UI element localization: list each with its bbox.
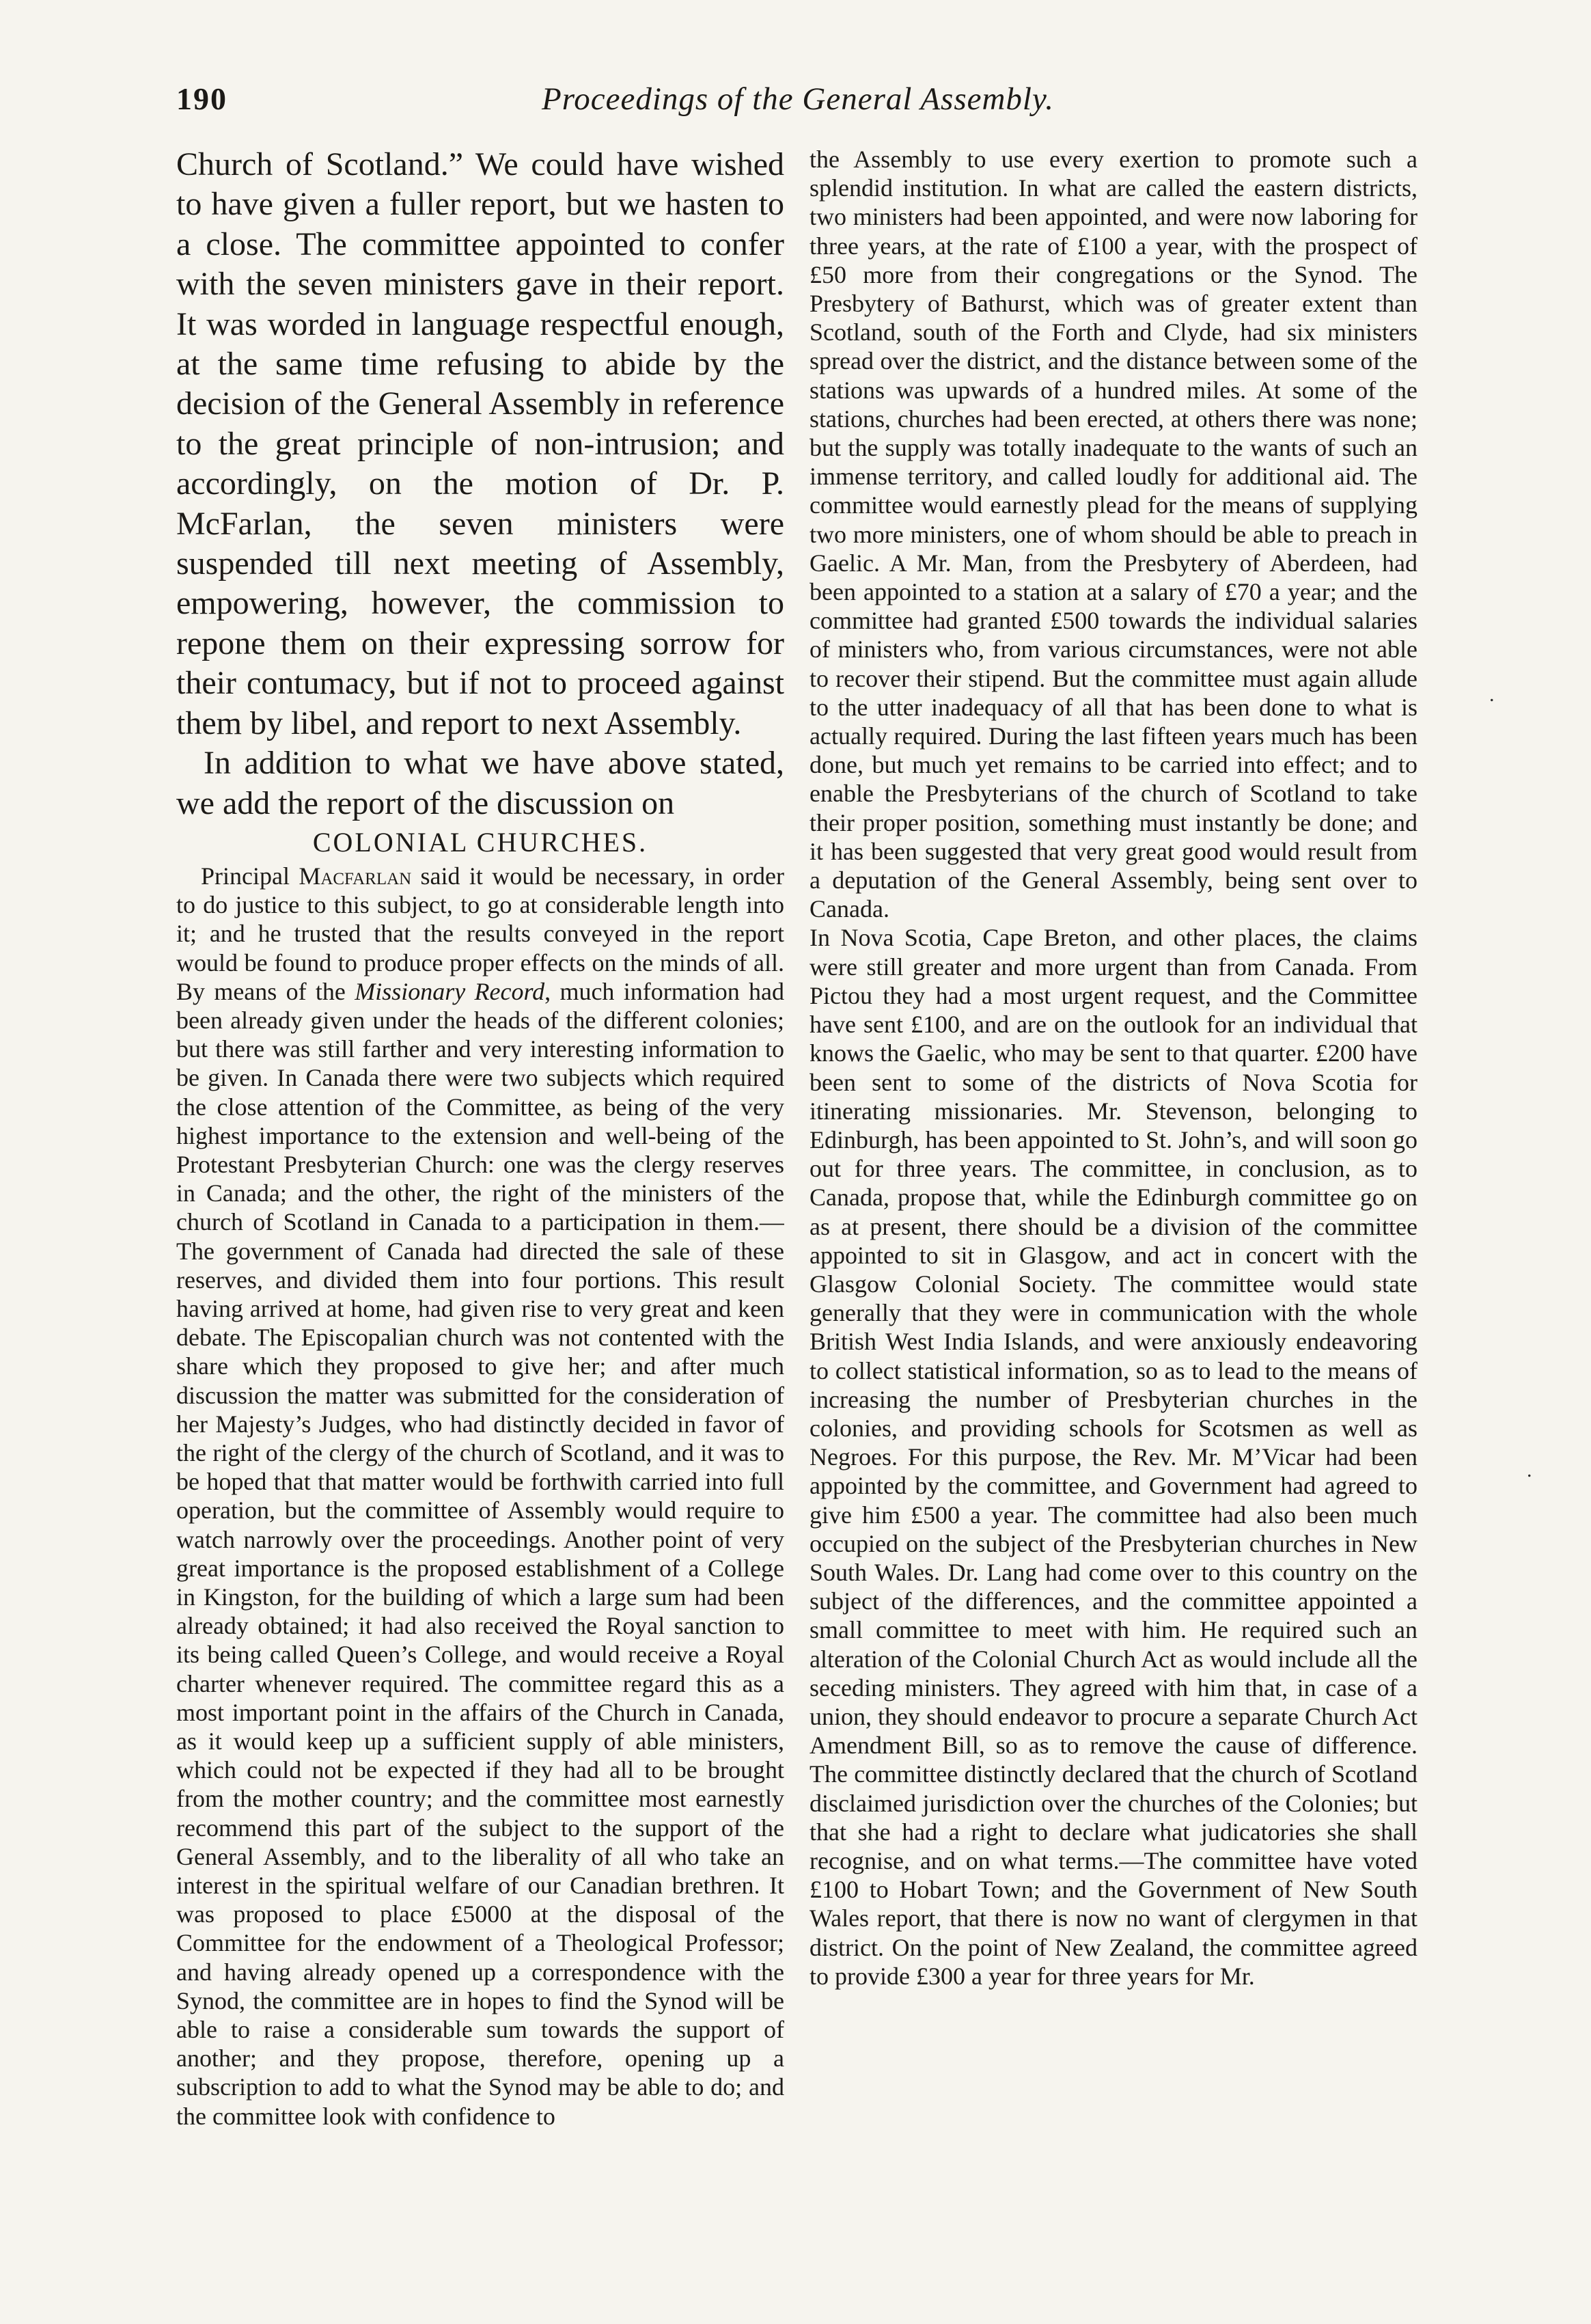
speaker-name: Macfarlan: [299, 862, 412, 890]
publication-title: Missionary Record: [355, 977, 545, 1005]
running-head: Proceedings of the General Assembly.: [542, 81, 1054, 117]
lead-paragraph: Church of Scotland.” We could have wished to have given a fuller report, but we hasten to a close. The committee appointed to confer with the seven ministers gave in their report. It was worded in language respectful enough, at the same time refusing to abide by the decision of the General Assembly in reference to the great principle of non-intrusion; and accordingly, on the motion of Dr. P. McFarlan, the seven ministers were suspended till next meeting of Assembly, empowering, however, the commission to repone them on their expressing sorrow for their contumacy, but if not to proceed against them by libel, and report to next Assembly.: [176, 146, 784, 741]
lead-paragraph-intro: In addition to what we have above stated, we add the report of the discussion on: [176, 745, 784, 821]
body-paragraph-nova-scotia: In Nova Scotia, Cape Breton, and other places, the claims were still greater and more urgent than from Canada. From Pictou they had a most urgent request, and the Committee have sent £100, and are on the outlook for an individual that knows the Gaelic, who may be sent to that quarter. £200 have been sent to some of the districts of Nova Scotia for itinerating missionaries. Mr. Stevenson, belonging to Edinburgh, has been appointed to St. John’s, and will soon go out for three years. The committee, in conclusion, as to Canada, propose that, while the Edinburgh committee go on as at present, there should be a division of the committee appointed to sit in Glasgow, and act in concert with the Glasgow Colonial Society. The committee would state generally that they were in communication with the whole British West India Islands, and were anxiously endeavoring to collect statistical information, so as to lead to the means of increasing the number of Presbyterian churches in the colonies, and providing schools for Scotsmen as well as Negroes. For this purpose, the Rev. Mr. M’Vicar had been appointed by the committee, and Government had agreed to give him £500 a year. The committee had also been much occupied on the subject of the Presbyterian churches in New South Wales. Dr. Lang had come over to this country on the subject of the differences, and the committee appointed a small committee to meet with him. He required such an alteration of the Colonial Church Act as would include all the seceding ministers. They agreed with him that, in case of a union, they should endeavor to procure a separate Church Act Amendment Bill, so as to remove the cause of difference. The committee distinctly declared that the church of Scotland disclaimed jurisdiction over the churches of the Colonies; but that she had a right to declare what judicatories she shall recognise, and on what terms.—The committee have voted £100 to Hobart Town; and the Government of New South Wales report, that there is now no want of clergymen in that district. On the point of New Zealand, the committee agreed to provide £300 a year for three years for Mr.: [810, 924, 1417, 1990]
left-column: [176, 145, 784, 2284]
section-heading: COLONIAL CHURCHES.: [312, 826, 648, 858]
speaker-title: Principal: [201, 862, 290, 890]
body-text: said it would be necessary, in order to do justice to this subject, to go at considerable length into it; and he trusted that the results conveyed in the report would be found to produce proper effects on the minds of all. By means of the: [176, 862, 784, 1005]
margin-speck: .: [1527, 1459, 1532, 1481]
body-text-continued: , much information had been already given under the heads of the different colonies; but there was still farther and very interesting information to be given. In Canada there were two subjects which required the close attention of the Committee, as being of the very highest importance to the extension and well-being of the Protestant Presbyterian Church: one was the clergy reserves in Canada; and the other, the right of the ministers of the church of Scotland in Canada to a participation in them.—The government of Canada had directed the sale of these reserves, and divided them into four portions. This result having arrived at home, had given rise to very great and keen debate. The Episcopalian church was not contented with the share which they proposed to give her; and after much discussion the matter was submitted for the consideration of her Majesty’s Judges, who had distinctly decided in favor of the right of the clergy of the church of Scotland, and it was to be hoped that that matter would be forthwith carried into full operation, but the committee of Assembly would require to watch narrowly over the proceedings. Another point of very great importance is the proposed establishment of a College in Kingston, for the building of which a large sum had been already obtained; it had also received the Royal sanction to its being called Queen’s College, and would receive a Royal charter whenever required. The committee regard this as a most important point in the affairs of the Church in Canada, as it would keep up a sufficient supply of able ministers, which could not be expected if they had all to be brought from the mother country; and the committee most earnestly recommend this part of the subject to the support of the General Assembly, and to the liberality of all who take an interest in the spiritual welfare of our Canadian brethren. It was proposed to place £5000 at the disposal of the Committee for the endowment of a Theological Professor; and having already opened up a correspondence with the Synod, the committee are in hopes to find the Synod will be able to raise a considerable sum towards the support of another; and they propose, therefore, opening up a subscription to add to what the Synod may be able to do; and the committee look with confidence to: [176, 977, 784, 2130]
right-column: [810, 145, 1417, 2284]
page-number: 190: [176, 81, 227, 116]
body-paragraph-continued: the Assembly to use every exertion to promote such a splendid institution. In what are called the eastern districts, two ministers had been appointed, and were now laboring for three years, at the rate of £100 a year, with the prospect of £50 more from their congregations or the Synod. The Presbytery of Bathurst, which was of greater extent than Scotland, south of the Forth and Clyde, had six ministers spread over the district, and the distance between some of the stations was upwards of a hundred miles. At some of the stations, churches had been erected, at others there was none; but the supply was totally inadequate to the wants of such an immense territory, and called loudly for additional aid. The committee would earnestly plead for the means of supplying two more ministers, one of whom should be able to preach in Gaelic. A Mr. Man, from the Presbytery of Aberdeen, had been appointed to a station at a salary of £70 a year; and the committee had granted £500 towards the individual salaries of ministers who, from various circumstances, were not able to recover their stipend. But the committee must again allude to the utter inadequacy of all that has been done to what is actually required. During the last fifteen years much has been done, but much yet remains to be carried into effect; and to enable the Presbyterians of the church of Scotland to take their proper position, something must instantly be done; and it has been suggested that very great good would result from a deputation of the General Assembly, being sent over to Canada.: [810, 146, 1417, 923]
margin-speck: .: [1489, 683, 1495, 706]
page-header: [176, 81, 1420, 135]
body-paragraph: [176, 862, 784, 2131]
